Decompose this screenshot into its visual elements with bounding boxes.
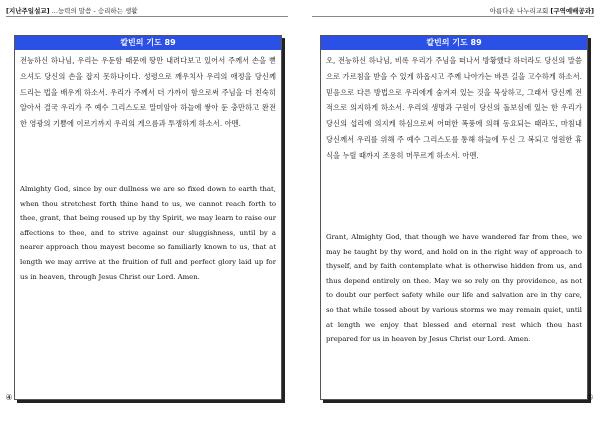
right-panel-title: 칼빈의 기도 89 [321,36,587,50]
header-left-rule [6,16,288,17]
header-left [6,6,138,15]
right-prayer-panel [320,35,588,400]
header-left-title: [지난주일설교] [6,7,50,15]
header-right-church: 아름다운 나누리교회 [489,7,549,15]
right-english-text: Grant, Almighty God, that though we have wandered far from thee, we may be taught by thy word, and hold on in the right way of approach to thyself, and by faith contemplate what is otherwise hidden from us, and thus depend entirely on thee. May we so rely on thy providence, as not to doubt our perfect safety while our life and salvation are in thy care, so that while tossed about by various storms we may remain quiet, until at length we enjoy that blessed and eternal rest which thou hast prepared for us in heaven by Jesus Christ our Lord. Amen. [326,233,582,344]
left-panel-title: 칼빈의 기도 89 [15,36,281,50]
header-right-title: [구역예배공과] [550,7,594,15]
header-right [490,6,594,15]
page-number-left: ④ [5,393,13,402]
left-english-text: Almighty God, since by our dullness we are so fixed down to earth that, when thou stretchest forth thine hand to us, we cannot reach forth to thee, grant, that being roused up by thy Spirit, we may learn to raise our affections to thee, and to strive against our sluggishness, until by a nearer approach thou mayest become so familiarly known to us, that at length we may arrive at the fruition of full and perfect glory laid up for us in heaven, through Jesus Christ our Lord. Amen. [20,185,276,281]
left-prayer-panel [14,35,282,400]
right-korean-text: 오, 전능하신 하나님, 비록 우리가 주님을 떠나서 방황했다 하더라도 당신의 말씀으로 가르침을 받을 수 있게 하옵시고 주께 나아가는 바른 길을 고수하게 하소서. 믿음으로 다른 방법으로 우리에게 숨겨져 있는 것을 묵상하고, 그래서 당신께 전적으로 의지하게 하소서. 우리의 생명과 구원이 당신의 돌보심에 있는 한 우리가 당신의 섭리에 의지케 하심으로써 어떠한 폭풍에 의해 동요되는 때라도, 마침내 당신께서 우리를 위해 주 예수 그리스도를 통해 하늘에 두신 그 복되고 영원한 휴식을 누릴 때까지 조용히 머무르게 하소서. 아멘. [326,56,582,160]
page-number-right: ⑤ [586,393,594,402]
header-right-rule [312,16,594,17]
left-korean-text: 전능하신 하나님, 우리는 우둔함 때문에 땅만 내려다보고 있어서 주께서 손을 뻗으셔도 당신의 손을 잡지 못하나이다. 성령으로 깨우치사 우리의 애정을 당신께 드리는 법을 배우게 하소서. 우리가 주께서 더 가까이 함으로써 주님을 더 친숙히 알아서 결국 우리가 주 예수 그리스도로 말미암아 하늘에 쌓아 둔 충만하고 완전한 영광의 기쁨에 이르기까지 우리의 게으름과 투쟁하게 하소서. 아멘. [20,56,276,129]
header-left-subtitle: ...능력의 말씀 - 승리하는 생활 [51,7,138,15]
